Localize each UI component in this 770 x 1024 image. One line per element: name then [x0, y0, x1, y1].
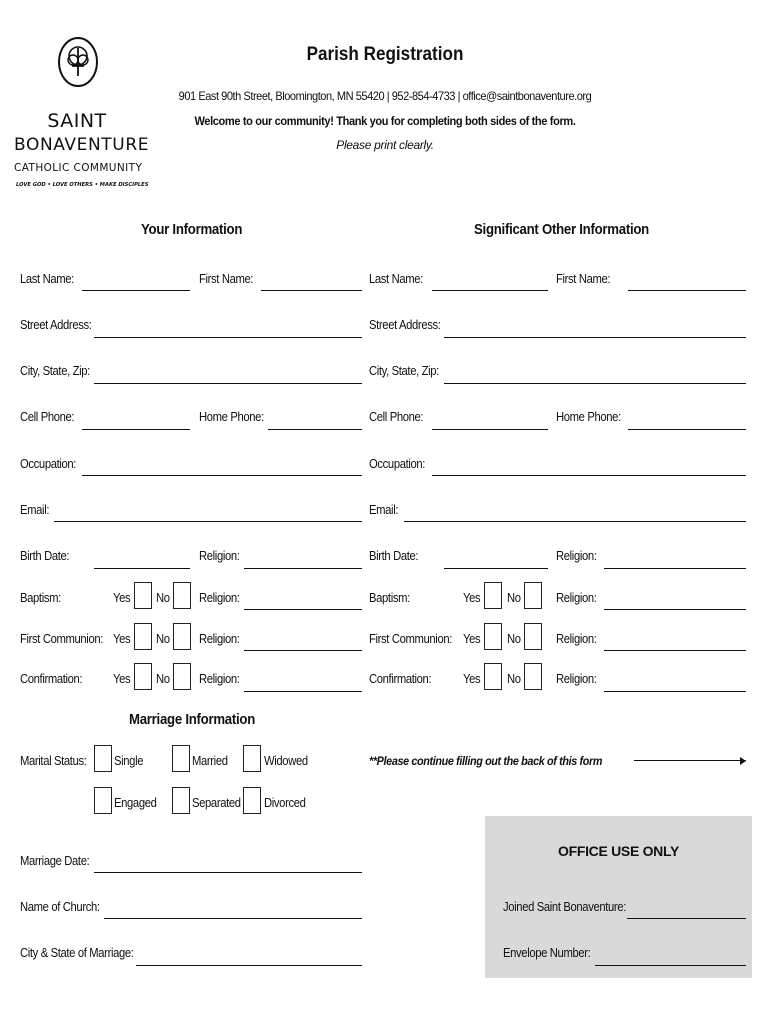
- so-communion-no-checkbox[interactable]: [524, 623, 542, 650]
- engaged-label: Engaged: [114, 796, 157, 810]
- so-baptism-yes-label: Yes: [463, 591, 481, 605]
- so-occupation-field[interactable]: [432, 475, 746, 476]
- joined-label: Joined Saint Bonaventure:: [503, 900, 626, 914]
- your-information-heading: Your Information: [141, 221, 243, 238]
- logo-catholic-community: CATHOLIC COMMUNITY: [14, 162, 143, 174]
- so-baptism-religion-label: Religion:: [556, 591, 597, 605]
- marital-status-label: Marital Status:: [20, 754, 87, 768]
- baptism-label: Baptism:: [20, 591, 61, 605]
- confirmation-yes-label: Yes: [113, 672, 131, 686]
- so-religion-label: Religion:: [556, 549, 597, 563]
- so-communion-yes-label: Yes: [463, 632, 481, 646]
- so-birth-date-field[interactable]: [444, 568, 548, 569]
- office-use-box: [485, 816, 752, 978]
- so-street-address-field[interactable]: [444, 337, 746, 338]
- so-baptism-religion-field[interactable]: [604, 609, 746, 610]
- divorced-checkbox[interactable]: [243, 787, 261, 814]
- marriage-city-state-label: City & State of Marriage:: [20, 946, 134, 960]
- cell-phone-field[interactable]: [82, 429, 190, 430]
- confirmation-yes-checkbox[interactable]: [134, 663, 152, 690]
- so-city-state-zip-label: City, State, Zip:: [369, 364, 439, 378]
- so-confirmation-yes-label: Yes: [463, 672, 481, 686]
- so-confirmation-religion-field[interactable]: [604, 691, 746, 692]
- communion-yes-checkbox[interactable]: [134, 623, 152, 650]
- baptism-no-label: No: [156, 591, 170, 605]
- so-baptism-label: Baptism:: [369, 591, 410, 605]
- separated-checkbox[interactable]: [172, 787, 190, 814]
- street-address-field[interactable]: [94, 337, 362, 338]
- church-name-field[interactable]: [104, 918, 362, 919]
- so-cell-phone-label: Cell Phone:: [369, 410, 424, 424]
- continue-note: **Please continue filling out the back of this form: [369, 754, 603, 768]
- religion-label: Religion:: [199, 549, 240, 563]
- widowed-label: Widowed: [264, 754, 308, 768]
- page-title: Parish Registration: [306, 44, 464, 65]
- so-communion-label: First Communion:: [369, 632, 453, 646]
- church-name-label: Name of Church:: [20, 900, 100, 914]
- last-name-field[interactable]: [82, 290, 190, 291]
- so-street-address-label: Street Address:: [369, 318, 441, 332]
- so-city-state-zip-field[interactable]: [444, 383, 746, 384]
- so-birth-date-label: Birth Date:: [369, 549, 419, 563]
- so-confirmation-label: Confirmation:: [369, 672, 432, 686]
- significant-other-heading: Significant Other Information: [474, 221, 649, 238]
- so-occupation-label: Occupation:: [369, 457, 426, 471]
- logo-saint: SAINT: [47, 110, 107, 132]
- last-name-label: Last Name:: [20, 272, 74, 286]
- separated-label: Separated: [192, 796, 241, 810]
- baptism-religion-field[interactable]: [244, 609, 362, 610]
- so-baptism-no-checkbox[interactable]: [524, 582, 542, 609]
- so-baptism-no-label: No: [507, 591, 521, 605]
- city-state-zip-label: City, State, Zip:: [20, 364, 90, 378]
- marriage-city-state-field[interactable]: [136, 965, 362, 966]
- single-checkbox[interactable]: [94, 745, 112, 772]
- city-state-zip-field[interactable]: [94, 383, 362, 384]
- email-label: Email:: [20, 503, 50, 517]
- communion-no-checkbox[interactable]: [173, 623, 191, 650]
- logo: [14, 36, 150, 196]
- so-first-name-field[interactable]: [628, 290, 746, 291]
- so-cell-phone-field[interactable]: [432, 429, 548, 430]
- so-baptism-yes-checkbox[interactable]: [484, 582, 502, 609]
- communion-religion-field[interactable]: [244, 650, 362, 651]
- home-phone-label: Home Phone:: [199, 410, 264, 424]
- header-address: 901 East 90th Street, Bloomington, MN 55420 | 952-854-4733 | office@saintbonaventure.org: [178, 89, 592, 103]
- confirmation-religion-field[interactable]: [244, 691, 362, 692]
- so-home-phone-label: Home Phone:: [556, 410, 621, 424]
- engaged-checkbox[interactable]: [94, 787, 112, 814]
- arrow-right-icon: [634, 760, 746, 761]
- married-label: Married: [192, 754, 228, 768]
- married-checkbox[interactable]: [172, 745, 190, 772]
- baptism-no-checkbox[interactable]: [173, 582, 191, 609]
- widowed-checkbox[interactable]: [243, 745, 261, 772]
- header-print-note: Please print clearly.: [336, 138, 434, 152]
- logo-tagline: LOVE GOD • LOVE OTHERS • MAKE DISCIPLES: [16, 182, 149, 188]
- occupation-label: Occupation:: [20, 457, 77, 471]
- marriage-date-field[interactable]: [94, 872, 362, 873]
- confirmation-no-label: No: [156, 672, 170, 686]
- cross-tree-icon: [56, 36, 100, 88]
- baptism-yes-checkbox[interactable]: [134, 582, 152, 609]
- so-confirmation-yes-checkbox[interactable]: [484, 663, 502, 690]
- birth-date-field[interactable]: [94, 568, 190, 569]
- so-last-name-field[interactable]: [432, 290, 548, 291]
- so-communion-yes-checkbox[interactable]: [484, 623, 502, 650]
- communion-no-label: No: [156, 632, 170, 646]
- communion-religion-label: Religion:: [199, 632, 240, 646]
- logo-bonaventure: BONAVENTURE: [14, 135, 150, 155]
- baptism-religion-label: Religion:: [199, 591, 240, 605]
- so-communion-no-label: No: [507, 632, 521, 646]
- first-name-label: First Name:: [199, 272, 254, 286]
- confirmation-religion-label: Religion:: [199, 672, 240, 686]
- so-communion-religion-field[interactable]: [604, 650, 746, 651]
- so-email-label: Email:: [369, 503, 399, 517]
- first-name-field[interactable]: [261, 290, 362, 291]
- divorced-label: Divorced: [264, 796, 306, 810]
- communion-yes-label: Yes: [113, 632, 131, 646]
- single-label: Single: [114, 754, 144, 768]
- office-use-heading: OFFICE USE ONLY: [557, 843, 679, 859]
- cell-phone-label: Cell Phone:: [20, 410, 75, 424]
- envelope-number-label: Envelope Number:: [503, 946, 591, 960]
- so-religion-field[interactable]: [604, 568, 746, 569]
- so-email-field[interactable]: [404, 521, 746, 522]
- confirmation-label: Confirmation:: [20, 672, 83, 686]
- so-home-phone-field[interactable]: [628, 429, 746, 430]
- so-confirmation-no-label: No: [507, 672, 521, 686]
- street-address-label: Street Address:: [20, 318, 92, 332]
- so-confirmation-no-checkbox[interactable]: [524, 663, 542, 690]
- arrow-head-icon: [740, 757, 746, 765]
- religion-field[interactable]: [244, 568, 362, 569]
- envelope-number-field[interactable]: [595, 965, 746, 966]
- baptism-yes-label: Yes: [113, 591, 131, 605]
- so-last-name-label: Last Name:: [369, 272, 423, 286]
- header-welcome: Welcome to our community! Thank you for completing both sides of the form.: [194, 114, 576, 128]
- email-field[interactable]: [54, 521, 362, 522]
- marriage-date-label: Marriage Date:: [20, 854, 90, 868]
- so-confirmation-religion-label: Religion:: [556, 672, 597, 686]
- so-first-name-label: First Name:: [556, 272, 611, 286]
- joined-field[interactable]: [627, 918, 746, 919]
- so-communion-religion-label: Religion:: [556, 632, 597, 646]
- occupation-field[interactable]: [82, 475, 362, 476]
- birth-date-label: Birth Date:: [20, 549, 70, 563]
- communion-label: First Communion:: [20, 632, 104, 646]
- confirmation-no-checkbox[interactable]: [173, 663, 191, 690]
- marriage-information-heading: Marriage Information: [129, 711, 256, 728]
- home-phone-field[interactable]: [268, 429, 362, 430]
